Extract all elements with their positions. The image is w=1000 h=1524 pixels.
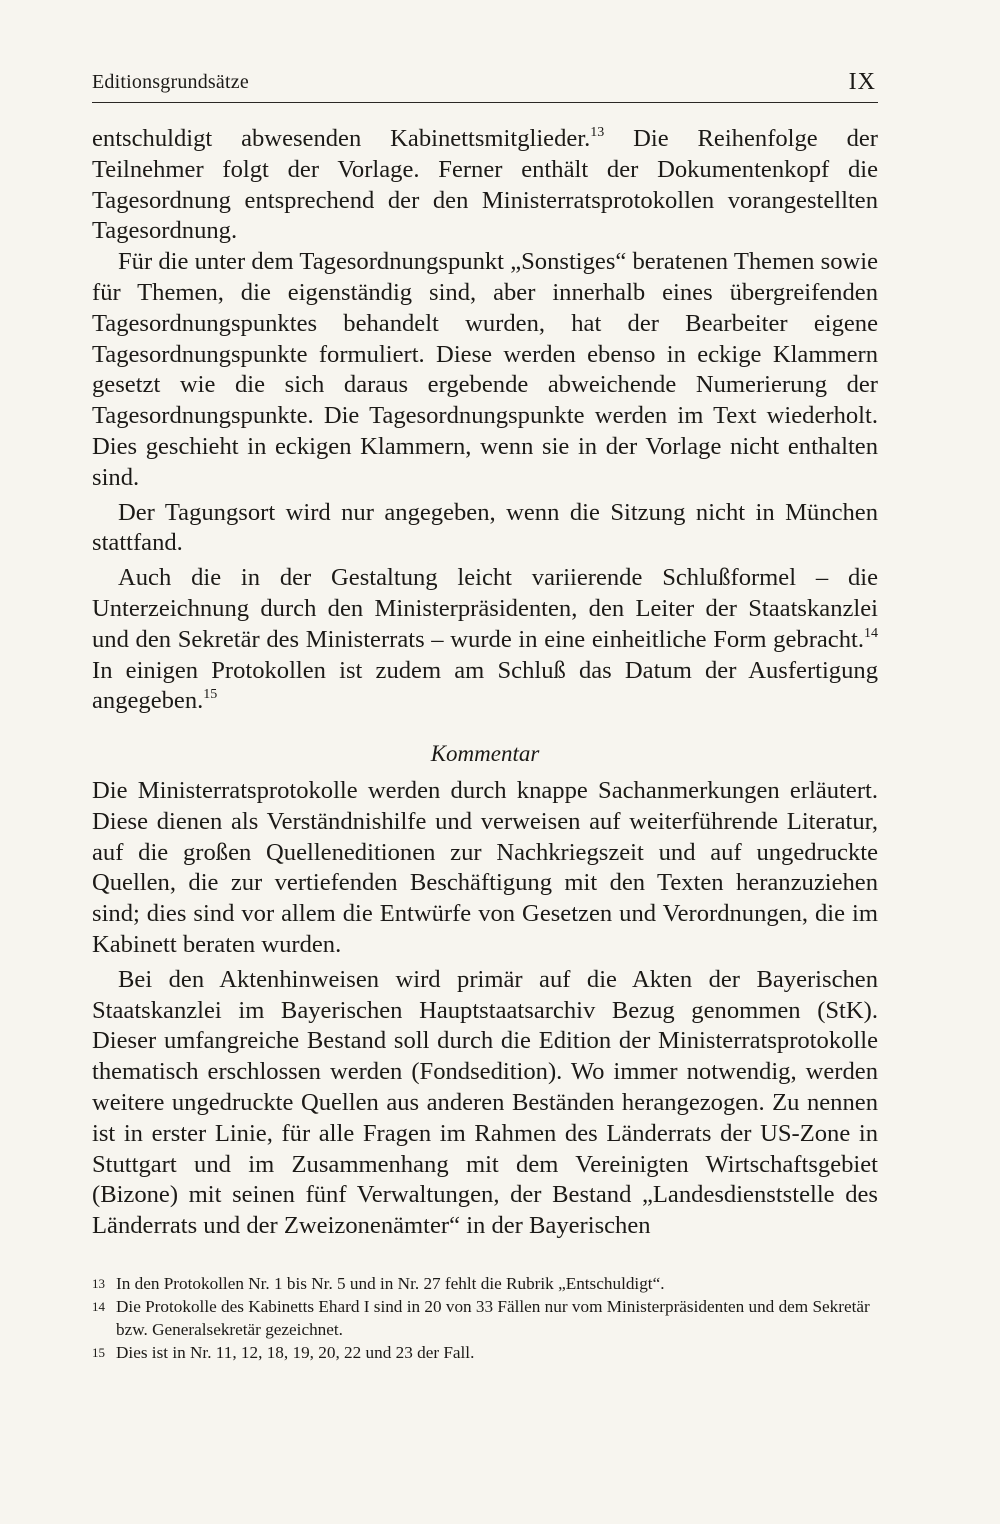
footnote-number: 13 xyxy=(92,1276,105,1291)
footnote-text: In den Protokollen Nr. 1 bis Nr. 5 und in Nr. 27 fehlt die Rubrik „Entschuldigt“. xyxy=(116,1274,665,1293)
running-title: Editionsgrundsätze xyxy=(92,71,249,93)
paragraph: Auch die in der Gestaltung leicht variierende Schlußformel – die Unterzeichnung durch den Ministerpräsidenten, den Leiter der Staatskanzlei und den Sekretär des Ministerrats – wurde in eine einheitliche Form gebracht.$^{14}$ In einigen Protokollen ist zudem am Schluß das Datum der Ausfertigung angegeben.$^{15}$ xyxy=(92,564,878,715)
footnote-number: 14 xyxy=(92,1299,105,1314)
footnote xyxy=(92,1341,878,1364)
footnote-number: 15 xyxy=(92,1345,105,1360)
footnotes xyxy=(92,1272,878,1364)
paragraph: Der Tagungsort wird nur angegeben, wenn die Sitzung nicht in München stattfand. xyxy=(92,498,878,557)
footnote-ref: 13 xyxy=(590,125,605,140)
footnote-text: Dies ist in Nr. 11, 12, 18, 19, 20, 22 und 23 der Fall. xyxy=(116,1343,475,1362)
footnote-ref: 15 xyxy=(203,687,218,703)
footnote-ref: 14 xyxy=(864,625,878,641)
page-number: IX xyxy=(848,69,876,95)
running-header xyxy=(92,62,878,103)
section-heading: Kommentar xyxy=(430,741,540,767)
footnote-text: Die Protokolle des Kabinetts Ehard I sind in 20 von 33 Fällen nur vom Ministerpräsidenten und dem Sekretär bzw. Generalsekretär gezeichnet. xyxy=(116,1297,870,1339)
footnote xyxy=(92,1295,878,1341)
paragraph: Bei den Aktenhinweisen wird primär auf die Akten der Bayerischen Staatskanzlei im Bayerischen Hauptstaatsarchiv Bezug genommen (StK). Dieser umfangreiche Bestand soll durch die Edition der Ministerratsprotokolle thematisch erschlossen werden (Fondsedition). Wo immer notwendig, werden weitere ungedruckte Quellen aus anderen Beständen herangezogen. Zu nennen ist in erster Linie, für alle Fragen im Rahmen des Länderrats der US-Zone in Stuttgart und im Zusammenhang mit dem Vereinigten Wirtschaftsgebiet (Bizone) mit seinen fünf Verwaltungen, der Bestand „Landesdienststelle des Länderrats und der Zweizonenämter“ in der Bayerischen xyxy=(92,965,878,1240)
main-text xyxy=(92,124,878,1242)
paragraph: Die Ministerratsprotokolle werden durch knappe Sachanmerkungen erläutert. Diese dienen als Verständnishilfe und verweisen auf weiterführende Literatur, auf die großen Quelleneditionen zur Nachkriegszeit und auf ungedruckte Quellen, die zur vertiefenden Beschäftigung mit den Texten heranzuziehen sind; dies sind vor allem die Entwürfe von Gesetzen und Verordnungen, die im Kabinett beraten wurden. xyxy=(92,776,878,958)
paragraph: Für die unter dem Tagesordnungspunkt „Sonstiges“ beratenen Themen sowie für Themen, die eigenständig sind, aber innerhalb eines übergreifenden Tagesordnungspunktes behandelt wurden, hat der Bearbeiter eigene Tagesordnungspunkte formuliert. Diese werden ebenso in eckige Klammern gesetzt wie die sich daraus ergebende abweichende Numerierung der Tagesordnungspunkte. Die Tagesordnungspunkte werden im Text wiederholt. Dies geschieht in eckigen Klammern, wenn sie in der Vorlage nicht enthalten sind. xyxy=(92,248,878,491)
paragraph: entschuldigt abwesenden Kabinettsmitglieder.$^{13}$ Die Reihenfolge der Teilnehmer folgt der Vorlage. Ferner enthält der Dokumentenkopf die Tagesordnung entsprechend der den Ministerratsprotokollen vorangestellten Tagesordnung. xyxy=(92,125,878,245)
footnote xyxy=(92,1272,878,1295)
